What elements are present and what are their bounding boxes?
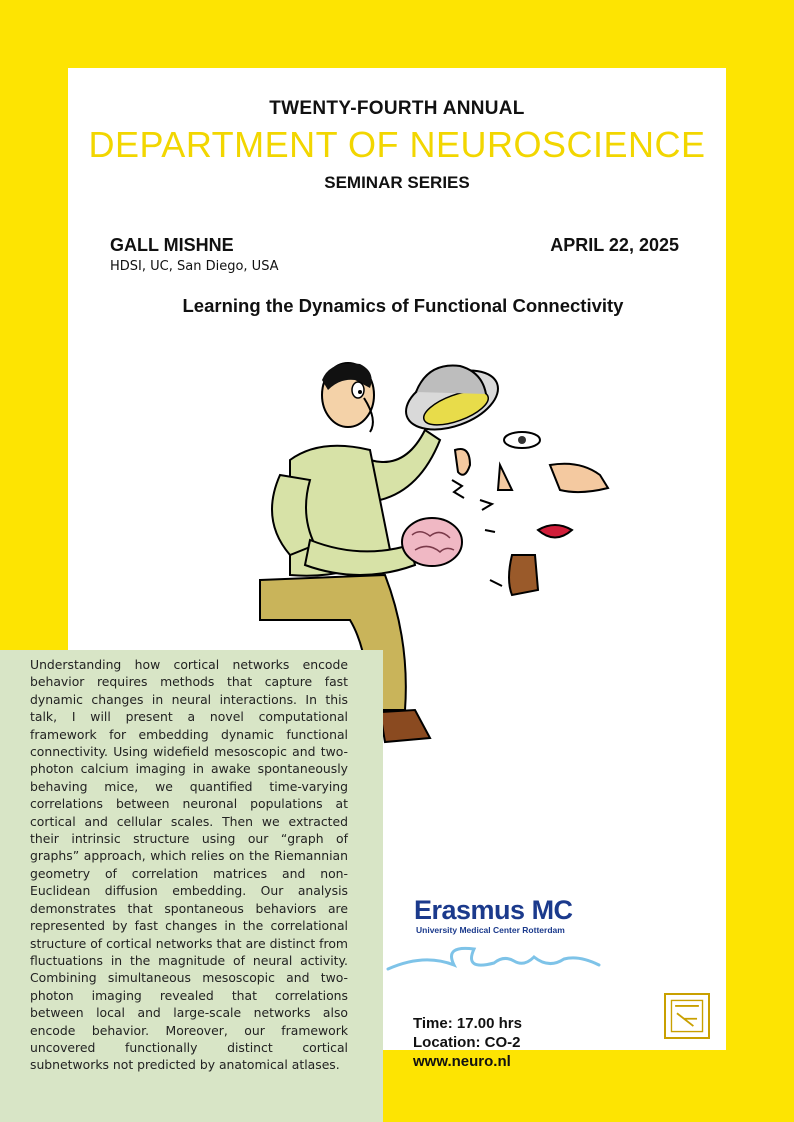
location-info: Location: CO-2 bbox=[413, 1034, 521, 1051]
abstract-text: Understanding how cortical networks encode behavior requires methods that capture fast dynamic changes in neural interactions. In this talk, I will present a novel computational framework for embedding dynamic functional connectivity. Using widefield mesoscopic and two-photon calcium imaging in awake spontaneously behaving mice, we quantified time-varying correlations between neuronal populations at cortical and cellular scales. Then we extracted their intrinsic structure using our “graph of graphs” approach, which relies on the Riemannian geometry of correlation matrices and non-Euclidean diffusion embedding. Our analysis demonstrates that spontaneous behaviors are represented by fast changes in the correlational structure of cortical networks that are distinct from fluctuations in the magnitude of neural activity. Combining simultaneous mesoscopic and two-photon imaging revealed that correlations between local and large-scale networks also encode behavior. Moreover, our framework uncovered functionally distinct cortical subnetworks not predicted by anatomical atlases. bbox=[30, 657, 348, 1073]
erasmus-logo-subtitle: University Medical Center Rotterdam bbox=[416, 925, 565, 935]
talk-title: Learning the Dynamics of Functional Connectivity bbox=[182, 295, 624, 316]
erasmus-logo-text: Erasmus MC bbox=[414, 895, 573, 925]
seminar-date: APRIL 22, 2025 bbox=[550, 235, 679, 255]
artist-stamp-icon bbox=[664, 993, 710, 1039]
time-info: Time: 17.00 hrs bbox=[413, 1015, 522, 1032]
speaker-affiliation: HDSI, UC, San Diego, USA bbox=[110, 259, 279, 274]
header-annual: TWENTY-FOURTH ANNUAL bbox=[269, 98, 525, 119]
website-link[interactable]: www.neuro.nl bbox=[413, 1053, 511, 1070]
header-series: SEMINAR SERIES bbox=[324, 173, 470, 192]
header-department: DEPARTMENT OF NEUROSCIENCE bbox=[88, 124, 706, 165]
signature-mark bbox=[384, 935, 614, 980]
speaker-name: GALL MISHNE bbox=[110, 235, 234, 255]
